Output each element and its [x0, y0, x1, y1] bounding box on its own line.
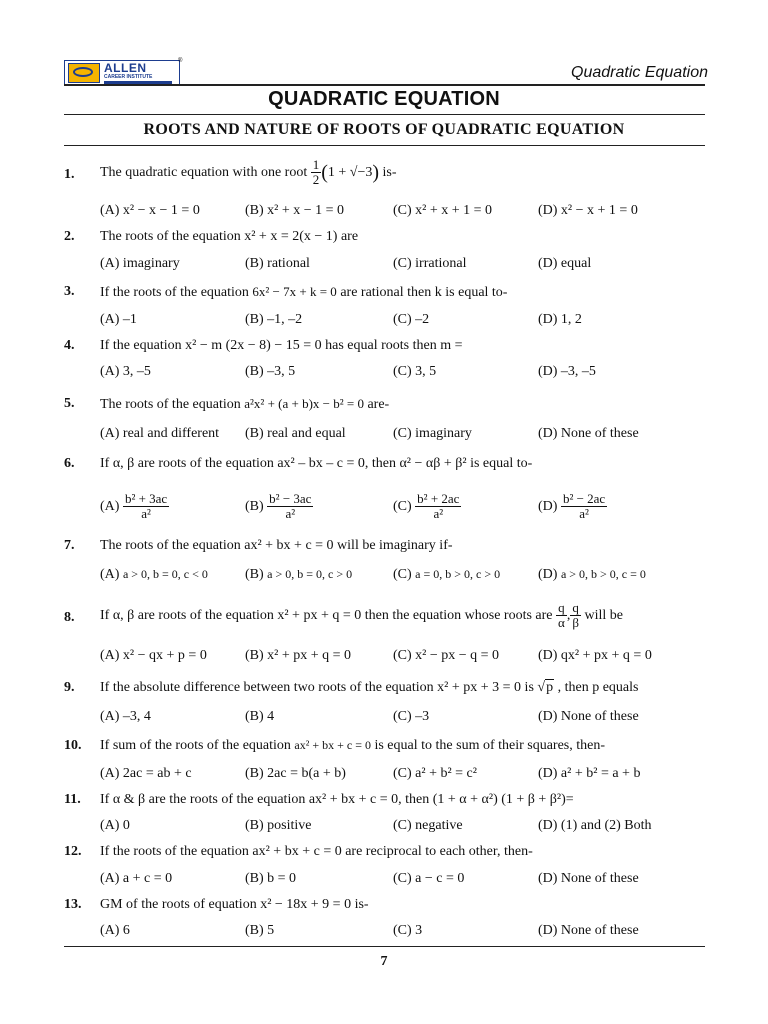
- option: (C) $\frac{\text{b² + 2ac}}{\text{a²}}$: [393, 491, 460, 522]
- logo-brand-text: ALLEN: [104, 60, 147, 75]
- question-text: The roots of the equation x² + x = 2(x − 1) are: [100, 229, 359, 244]
- title-rule-top: [64, 114, 705, 115]
- question-number: 13.: [64, 897, 82, 912]
- option: (D) a > 0, b > 0, c = 0: [538, 567, 646, 582]
- option: (A) imaginary: [100, 256, 180, 271]
- option: (D) 1, 2: [538, 312, 582, 327]
- option: (B) 4: [245, 709, 275, 724]
- question-text: GM of the roots of equation x² − 18x + 9 = 0 is-: [100, 897, 369, 912]
- question-text: If sum of the roots of the equation ax² + bx + c = 0 is equal to the sum of their squares, then-: [100, 738, 606, 753]
- option: (C) a² + b² = c²: [393, 766, 477, 781]
- question-text: The roots of the equation ax² + bx + c = 0 will be imaginary if-: [100, 538, 453, 553]
- option: (D) None of these: [538, 426, 639, 441]
- option: (A) a + c = 0: [100, 871, 173, 886]
- question-text: If α, β are roots of the equation ax² – bx – c = 0, then α² − αβ + β² is equal to-: [100, 456, 533, 471]
- option: (B) x² + px + q = 0: [245, 648, 352, 663]
- option: (D) a² + b² = a + b: [538, 766, 641, 781]
- option: (B) –3, 5: [245, 364, 296, 379]
- option: (C) imaginary: [393, 426, 472, 441]
- option: (B) x² + x − 1 = 0: [245, 203, 345, 218]
- option: (C) a = 0, b > 0, c > 0: [393, 567, 501, 582]
- page-number: 7: [380, 954, 388, 969]
- option: (B) 5: [245, 923, 275, 938]
- option: (A) real and different: [100, 426, 220, 441]
- option: (D) (1) and (2) Both: [538, 818, 652, 833]
- question-number: 7.: [64, 538, 75, 553]
- option: (D) None of these: [538, 709, 639, 724]
- option: (A) x² − x − 1 = 0: [100, 203, 200, 218]
- question-number: 6.: [64, 456, 75, 471]
- question-text: If α, β are roots of the equation x² + px + q = 0 then the equation whose roots are $\frac{q}{\alpha}$ , $\frac{q}{\beta}$ will be: [100, 600, 623, 631]
- option: (A) $\frac{\text{b² + 3ac}}{\text{a²}}$: [100, 491, 168, 522]
- option: (C) x² + x + 1 = 0: [393, 203, 493, 218]
- option: (A) –3, 4: [100, 709, 151, 724]
- option: (B) rational: [245, 256, 310, 271]
- option: (D) $\frac{\text{b² − 2ac}}{\text{a²}}$: [538, 491, 606, 522]
- question-text: If the equation x² − m (2x − 8) − 15 = 0 has equal roots then m =: [100, 338, 463, 353]
- option: (A) –1: [100, 312, 137, 327]
- option: (B) b = 0: [245, 871, 297, 886]
- option: (D) –3, –5: [538, 364, 596, 379]
- question-number: 12.: [64, 844, 82, 859]
- question-number: 9.: [64, 680, 75, 695]
- section-title: ROOTS AND NATURE OF ROOTS OF QUADRATIC EQUATION: [143, 121, 625, 138]
- option: (C) negative: [393, 818, 463, 833]
- option: (B) a > 0, b = 0, c > 0: [245, 567, 353, 582]
- option: (B) real and equal: [245, 426, 346, 441]
- option: (C) x² − px − q = 0: [393, 648, 500, 663]
- option: (A) 0: [100, 818, 130, 833]
- option: (C) 3: [393, 923, 423, 938]
- question-text: The quadratic equation with one root $\frac{1}{2}$ (1 + √−3) is-: [100, 157, 397, 188]
- option: (D) qx² + px + q = 0: [538, 648, 652, 663]
- footer-rule: [64, 946, 705, 947]
- option: (B) $\frac{\text{b² − 3ac}}{\text{a²}}$: [245, 491, 312, 522]
- option: (D) equal: [538, 256, 592, 271]
- option: (B) positive: [245, 818, 312, 833]
- question-number: 11.: [64, 792, 81, 807]
- option: (C) 3, 5: [393, 364, 437, 379]
- question-number: 10.: [64, 738, 82, 753]
- option: (D) None of these: [538, 923, 639, 938]
- option: (C) –2: [393, 312, 430, 327]
- question-number: 5.: [64, 396, 75, 411]
- option: (A) 2ac = ab + c: [100, 766, 192, 781]
- option: (D) None of these: [538, 871, 639, 886]
- option: (D) x² − x + 1 = 0: [538, 203, 638, 218]
- page-title: QUADRATIC EQUATION: [268, 88, 500, 110]
- option: (A) a > 0, b = 0, c < 0: [100, 567, 208, 582]
- question-text: If the absolute difference between two roots of the equation x² + px + 3 = 0 is √p , then p equals: [100, 680, 639, 695]
- option: (C) a − c = 0: [393, 871, 465, 886]
- option: (C) irrational: [393, 256, 467, 271]
- registered-mark: ®: [178, 58, 183, 64]
- option: (A) 6: [100, 923, 130, 938]
- option: (A) x² − qx + p = 0: [100, 648, 207, 663]
- logo-sub-text: CAREER INSTITUTE: [104, 73, 153, 80]
- option: (A) 3, –5: [100, 364, 151, 379]
- header-rule: [64, 84, 705, 86]
- title-rule-bottom: [64, 145, 705, 146]
- option: (B) 2ac = b(a + b): [245, 766, 346, 781]
- question-number: 4.: [64, 338, 75, 353]
- option: (B) –1, –2: [245, 312, 303, 327]
- question-number: 2.: [64, 229, 75, 244]
- question-text: If α & β are the roots of the equation ax² + bx + c = 0, then (1 + α + α²) (1 + β + β²)=: [100, 792, 574, 807]
- question-text: The roots of the equation a²x² + (a + b)x − b² = 0 are-: [100, 396, 390, 412]
- question-text: If the roots of the equation ax² + bx + c = 0 are reciprocal to each other, then-: [100, 844, 533, 859]
- q1-expression: 1 + √−3: [327, 165, 373, 181]
- question-number: 1.: [64, 167, 75, 182]
- allen-logo: [64, 58, 183, 86]
- running-title: Quadratic Equation: [571, 64, 708, 81]
- question-number: 3.: [64, 284, 75, 299]
- question-number: 8.: [64, 610, 75, 625]
- option: (C) –3: [393, 709, 430, 724]
- question-text: If the roots of the equation 6x² − 7x + k = 0 are rational then k is equal to-: [100, 284, 508, 300]
- logo-emblem-icon: [68, 63, 100, 83]
